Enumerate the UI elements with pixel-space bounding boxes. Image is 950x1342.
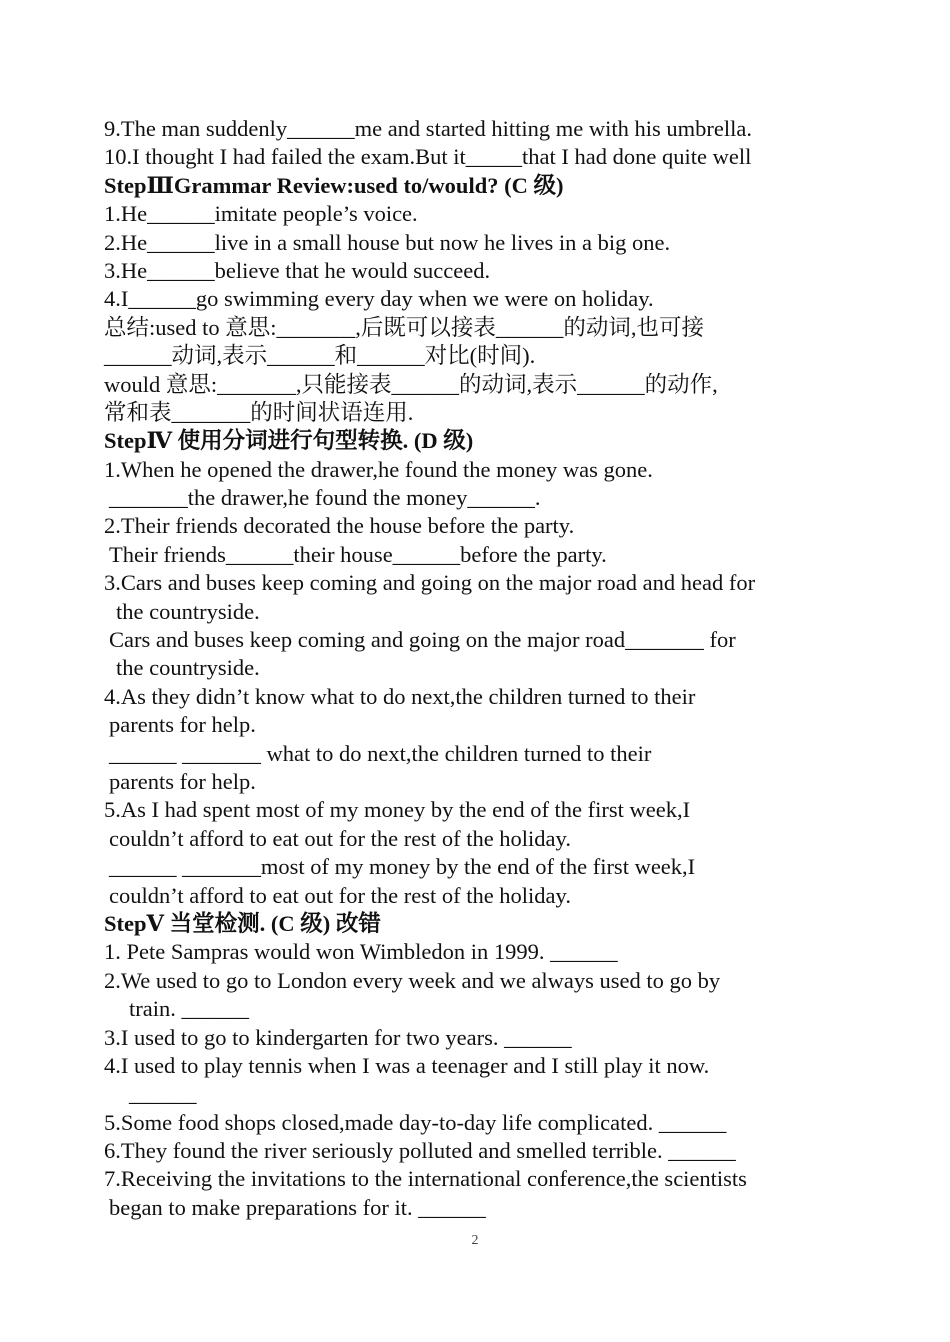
exercise-line: ______ _______most of my money by the end of the first week,I — [109, 854, 696, 880]
exercise-line: train. ______ — [129, 996, 249, 1022]
exercise-line: 1. Pete Sampras would won Wimbledon in 1999. ______ — [104, 939, 618, 965]
exercise-line: _______the drawer,he found the money______. — [109, 485, 541, 511]
exercise-line: couldn’t afford to eat out for the rest of the holiday. — [109, 825, 571, 851]
section-heading: StepⅣ 使用分词进行句型转换. (D 级) — [104, 428, 474, 454]
exercise-line: 3.Cars and buses keep coming and going on the major road and head for — [104, 570, 756, 596]
exercise-line: the countryside. — [116, 655, 260, 681]
section-heading: StepⅤ 当堂检测. (C 级) 改错 — [104, 910, 381, 936]
page-number: 2 — [471, 1233, 479, 1248]
exercise-line: 10.I thought I had failed the exam.But it_____that I had done quite well — [104, 144, 752, 170]
exercise-line: 2.He______live in a small house but now he lives in a big one. — [104, 229, 671, 255]
exercise-line: 6.They found the river seriously polluted and smelled terrible. ______ — [104, 1138, 736, 1164]
exercise-line: 1.He______imitate people’s voice. — [104, 201, 418, 227]
summary-line: 常和表_______的时间状语连用. — [104, 399, 414, 425]
exercise-line: parents for help. — [109, 768, 256, 794]
exercise-line: 1.When he opened the drawer,he found the money was gone. — [104, 456, 653, 482]
exercise-line: 9.The man suddenly______me and started hitting me with his umbrella. — [104, 116, 753, 141]
exercise-line: ______ — [129, 1081, 197, 1107]
exercise-line: 4.As they didn’t know what to do next,the children turned to their — [104, 683, 696, 709]
summary-line: ______动词,表示______和______对比(时间). — [104, 343, 536, 369]
exercise-line: 2.Their friends decorated the house before the party. — [104, 513, 575, 539]
summary-line: would 意思:_______,只能接表______的动词,表示______的动作, — [104, 371, 718, 397]
exercise-line: 5.As I had spent most of my money by the end of the first week,I — [104, 797, 691, 823]
exercise-line: 7.Receiving the invitations to the international conference,the scientists — [104, 1166, 747, 1192]
exercise-line: parents for help. — [109, 712, 256, 738]
exercise-line: the countryside. — [116, 598, 260, 624]
exercise-line: 3.He______believe that he would succeed. — [104, 257, 491, 283]
exercise-line: 5.Some food shops closed,made day-to-day life complicated. ______ — [104, 1109, 727, 1135]
document-page — [104, 115, 864, 1222]
exercise-line: couldn’t afford to eat out for the rest of the holiday. — [109, 882, 571, 908]
exercise-line: 3.I used to go to kindergarten for two years. ______ — [104, 1024, 572, 1050]
exercise-line: 2.We used to go to London every week and we always used to go by — [104, 967, 721, 993]
exercise-line: began to make preparations for it. ______ — [109, 1194, 486, 1220]
section-heading: StepⅢGrammar Review:used to/would? (C 级) — [104, 172, 564, 198]
exercise-line: 4.I______go swimming every day when we were on holiday. — [104, 286, 654, 312]
summary-line: 总结:used to 意思:_______,后既可以接表______的动词,也可接 — [104, 314, 704, 340]
exercise-line: Their friends______their house______before the party. — [109, 541, 607, 567]
exercise-line: 4.I used to play tennis when I was a teenager and I still play it now. — [104, 1052, 710, 1078]
exercise-line: Cars and buses keep coming and going on the major road_______ for — [109, 627, 736, 653]
exercise-line: ______ _______ what to do next,the children turned to their — [109, 740, 652, 766]
